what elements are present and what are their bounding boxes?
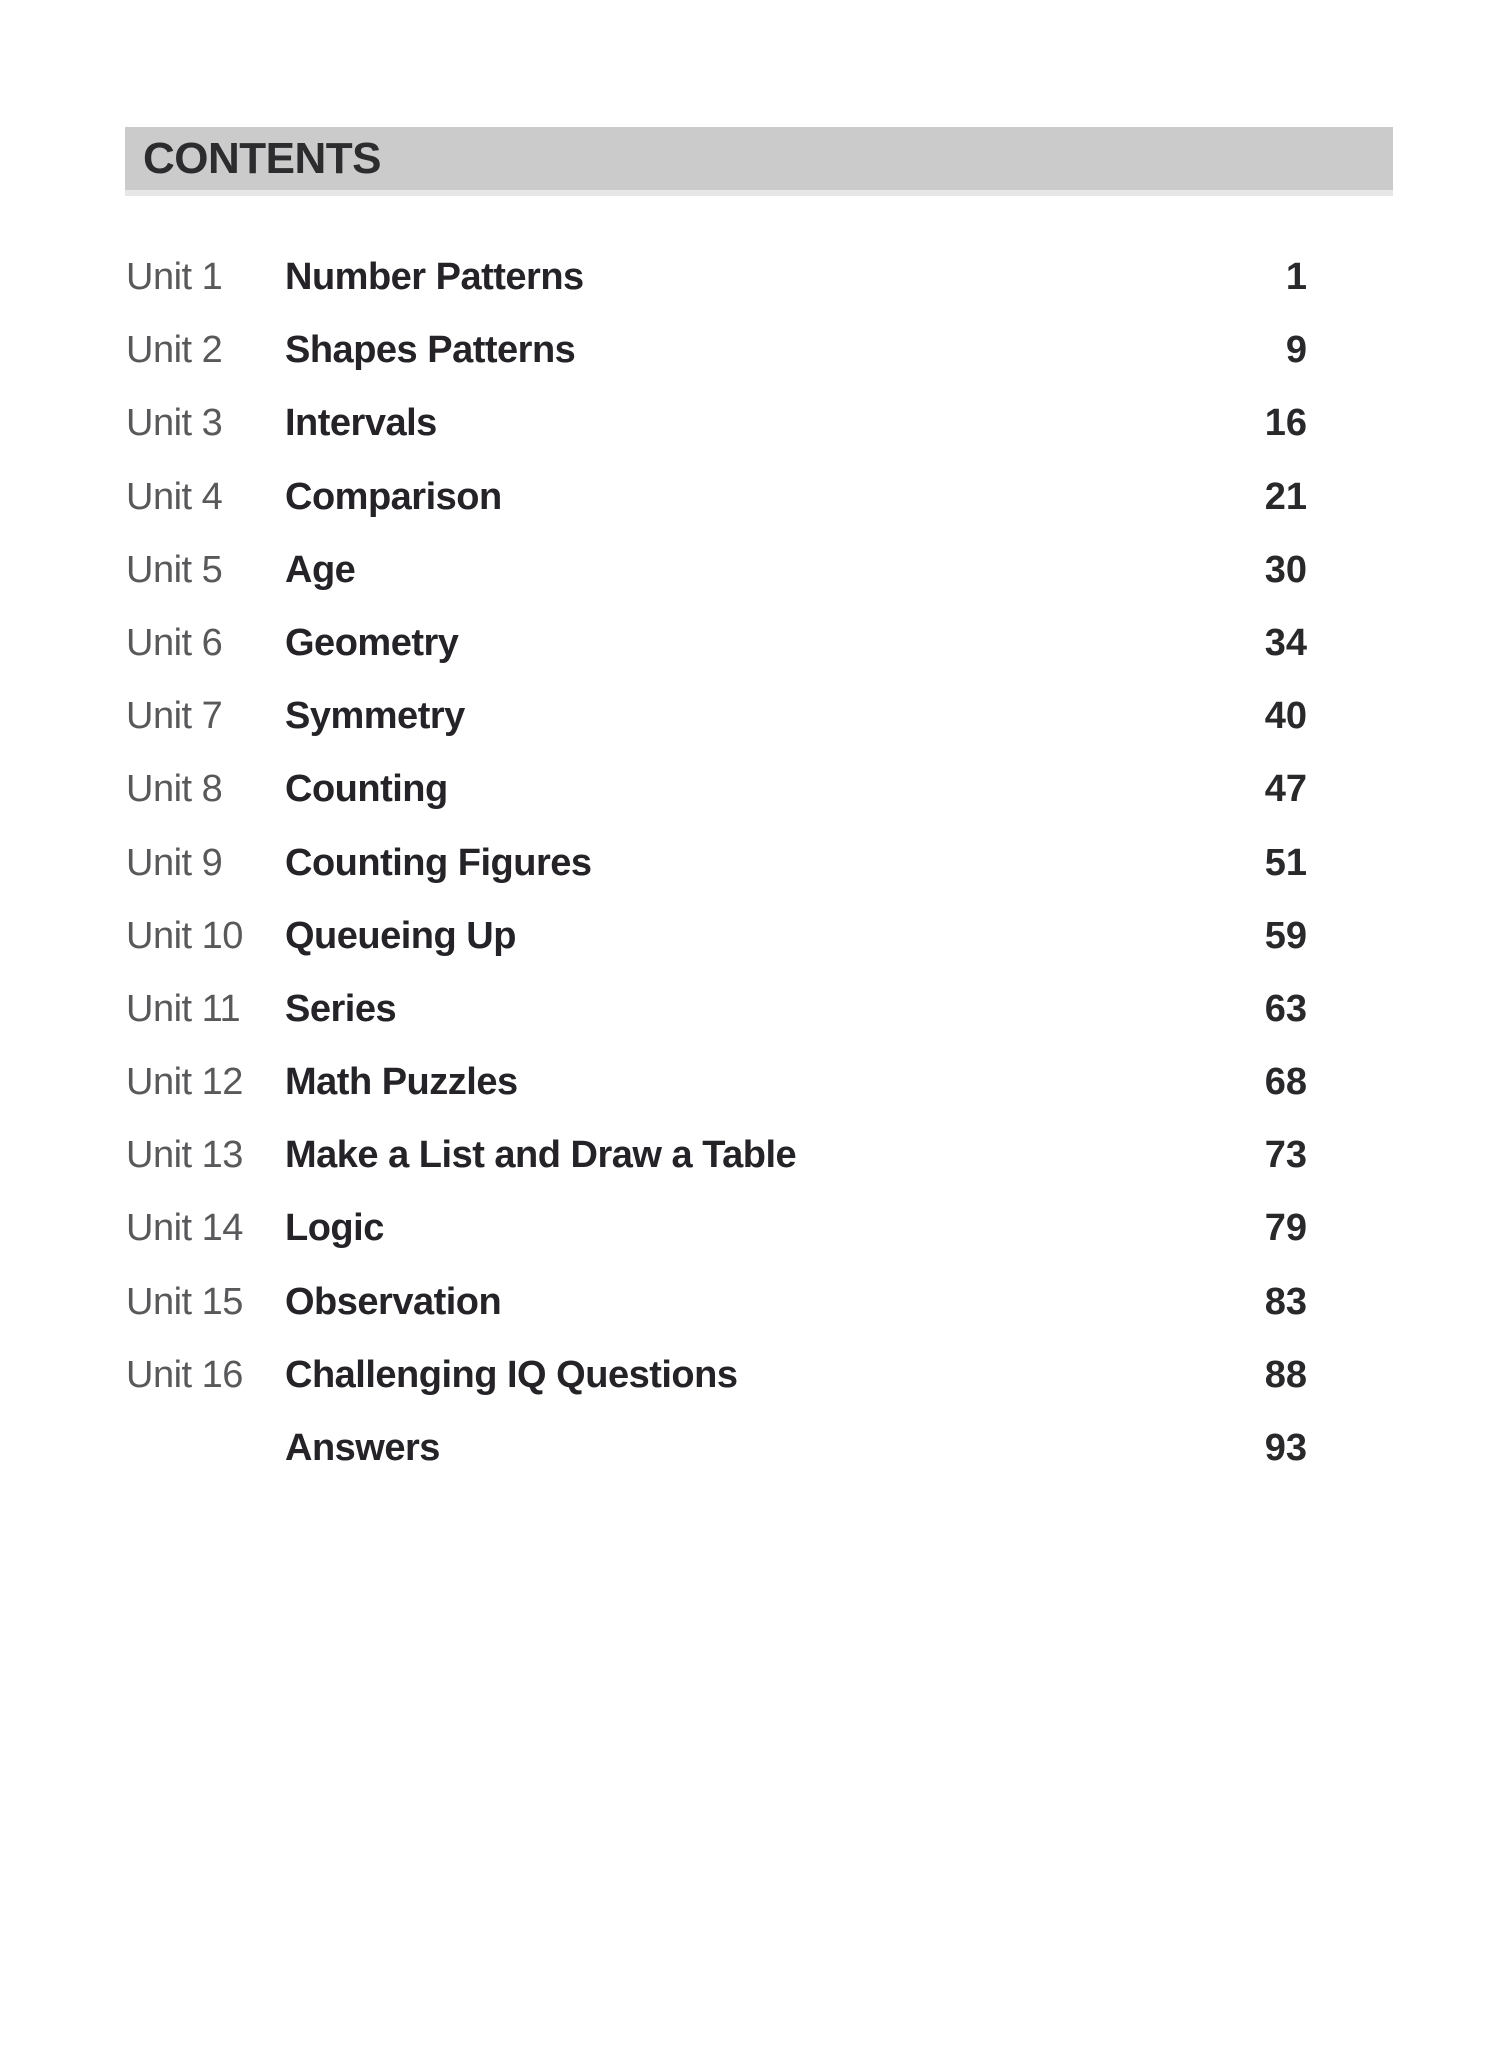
toc-page-number: 1	[1285, 256, 1307, 298]
toc-unit-label: Unit 2	[126, 329, 223, 372]
toc-row	[0, 241, 1496, 314]
toc-row	[0, 607, 1496, 680]
toc-row	[0, 753, 1496, 826]
toc-row	[0, 827, 1496, 900]
toc-title: Number Patterns	[285, 256, 584, 298]
toc-page-number: 63	[1264, 987, 1307, 1030]
toc-row	[0, 461, 1496, 534]
toc-page-number: 47	[1264, 768, 1307, 811]
toc-title: Comparison	[285, 475, 502, 518]
toc-row	[0, 534, 1496, 607]
toc-title: Challenging IQ Questions	[285, 1353, 738, 1396]
toc-unit-label: Unit 4	[126, 475, 223, 518]
toc-page-number: 21	[1264, 475, 1307, 518]
toc-unit-label: Unit 13	[126, 1134, 243, 1177]
toc-page-number: 59	[1264, 914, 1307, 957]
toc-page-number: 93	[1264, 1427, 1307, 1469]
toc-unit-label: Unit 14	[126, 1207, 243, 1250]
toc-title: Counting Figures	[285, 841, 592, 884]
toc-unit-label: Unit 9	[126, 841, 223, 884]
toc-page-number: 73	[1264, 1134, 1307, 1177]
toc-page-number: 16	[1264, 402, 1307, 445]
toc-title: Make a List and Draw a Table	[285, 1134, 797, 1177]
toc-unit-label: Unit 16	[126, 1353, 243, 1396]
toc-page-number: 51	[1264, 841, 1307, 884]
toc-title: Observation	[285, 1280, 502, 1323]
toc-row	[0, 314, 1496, 387]
toc-row	[0, 1412, 1496, 1485]
toc-row	[0, 1192, 1496, 1265]
toc-title: Logic	[285, 1207, 384, 1250]
toc-row	[0, 387, 1496, 460]
toc-title: Geometry	[285, 621, 459, 664]
toc-row	[0, 1046, 1496, 1119]
toc-row	[0, 973, 1496, 1046]
toc-unit-label: Unit 15	[126, 1280, 243, 1323]
toc-unit-label: Unit 6	[126, 621, 223, 664]
toc-page-number: 68	[1264, 1061, 1307, 1104]
toc-title: Counting	[285, 768, 448, 811]
toc-unit-label: Unit 3	[126, 402, 223, 445]
toc-row	[0, 900, 1496, 973]
toc-page-number: 88	[1264, 1353, 1307, 1396]
contents-header-bar	[125, 127, 1393, 190]
toc-page-number: 34	[1264, 621, 1307, 664]
toc-page-number: 79	[1264, 1207, 1307, 1250]
toc-row	[0, 1266, 1496, 1339]
toc-row	[0, 680, 1496, 753]
toc-title: Intervals	[285, 402, 437, 445]
toc-title: Queueing Up	[285, 914, 516, 957]
toc-title: Answers	[285, 1427, 440, 1469]
toc-title: Series	[285, 987, 397, 1030]
toc-unit-label: Unit 5	[126, 548, 223, 591]
toc-unit-label: Unit 10	[126, 914, 243, 957]
toc-title: Math Puzzles	[285, 1061, 518, 1104]
toc-row	[0, 1339, 1496, 1412]
contents-heading: CONTENTS	[143, 134, 381, 183]
toc-row	[0, 1119, 1496, 1192]
toc-page-number: 83	[1264, 1280, 1307, 1323]
toc-title: Shapes Patterns	[285, 329, 576, 372]
toc-page-number: 9	[1285, 329, 1307, 372]
toc-unit-label: Unit 8	[126, 768, 223, 811]
toc-list	[0, 241, 1496, 1485]
toc-unit-label: Unit 1	[126, 256, 223, 298]
toc-title: Age	[285, 548, 356, 591]
toc-unit-label: Unit 12	[126, 1061, 243, 1104]
toc-unit-label: Unit 11	[126, 987, 241, 1030]
toc-unit-label: Unit 7	[126, 695, 223, 738]
toc-page-number: 30	[1264, 548, 1307, 591]
toc-page-number: 40	[1264, 695, 1307, 738]
toc-title: Symmetry	[285, 695, 465, 738]
